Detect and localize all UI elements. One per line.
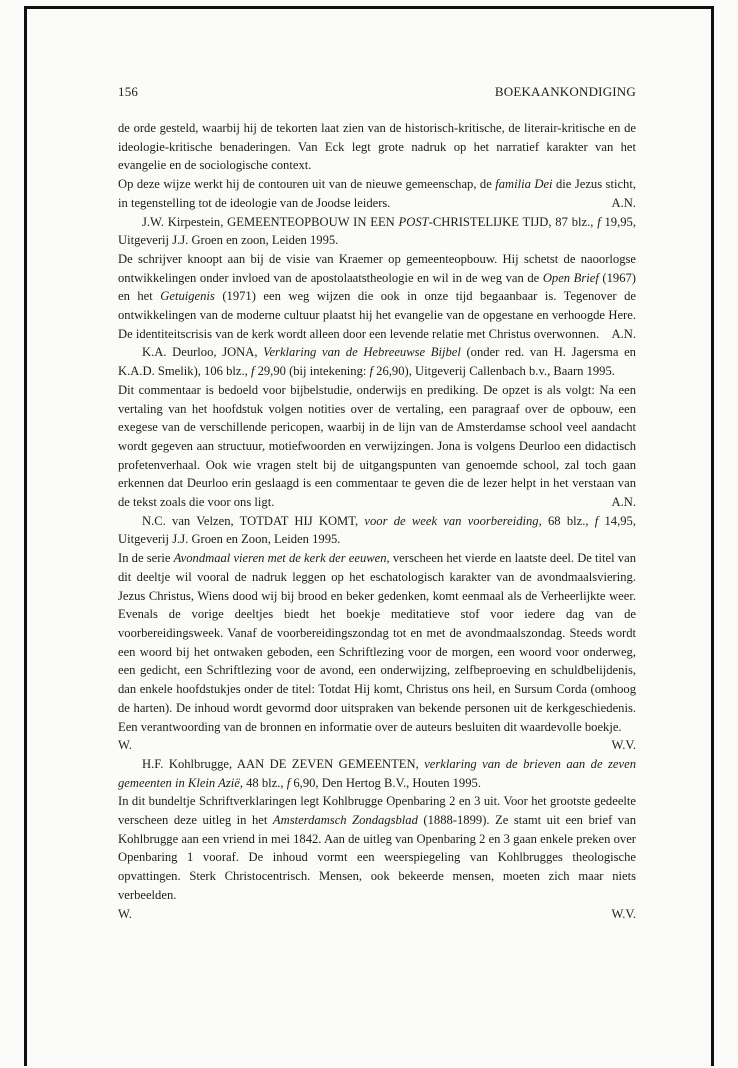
review-body: Dit commentaar is bedoeld voor bijbelstudie, onderwijs en prediking. De opzet is als volgt: Na een vertaling van het hoofdstuk volgen notities over de vertaling, een paragraaf over de opbouw, een exegese van de verschillende pericopen, waarbij in de lijn van de Amsterdamse school veel aandacht wordt gegeven aan structuur, motiefwoorden en verwijzingen. Jona is volgens Deurloo een didactisch profetenverhaal. Ook wie vragen stelt bij de uitgangspunten van genoemde school, zal toch gaan erkennen dat Deurloo erin geslaagd is een commentaar te geven die de lezer helpt in het verstaan van de tekst zoals die voor ons ligt. A.N. [118,381,636,512]
section-title: BOEKAANKONDIGING [494,84,636,99]
review-body: In de serie Avondmaal vieren met de kerk der eeuwen, verscheen het vierde en laatste deel. De titel van dit deeltje wil vooral de nadruk leggen op het eschatologisch karakter van de avondmaalsviering. Jezus Christus, Wiens dood wij bij brood en beker gedenken, komt eenmaal als de Verheerlijkte weer. Evenals de vorige deeltjes biedt het boekje meditatieve stof voor iedere dag van de voorbereidingsweek. Vanaf de voorbereidingszondag tot en met de avondmaalszondag. Steeds wordt een woord bij het ontwaken geboden, een Schriftlezing voor de morgen, een woord voor onderweg, een gedicht, een Schriftlezing voor de avond, een onderwijzing, zelfbeproeving en schuldbelijdenis, dan enkele hoofdstukjes onder de titel: Totdat Hij komt, Christus ons heil, en Sursum Corda (omhoog de harten). De inhoud wordt gevormd door uitspraken van bekende personen uit de kerkgeschiedenis. Een verantwoording van de bronnen en informatie over de auteurs besluiten dit waardevolle boekje. [118,551,636,734]
reviewer-initials: A.N. [611,495,636,510]
review-heading: H.F. Kohlbrugge, AAN DE ZEVEN GEMEENTEN, verklaring van de brieven aan de zeven gemeenten in Klein Azië, 48 blz., f 6,90, Den Hertog B.V., Houten 1995. [118,756,636,790]
paragraph: de orde gesteld, waarbij hij de tekorten laat zien van de historisch-kritische, de literair-kritische en de ideologie-kritische benaderingen. Van Eck legt grote nadruk op het narratief karakter van het evangelie en de sociologische context. [118,121,636,173]
page-body [118,119,636,923]
paragraph: Op deze wijze werkt hij de contouren uit van de nieuwe gemeenschap, de familia Dei die Jezus sticht, in tegenstelling tot de ideologie van de Joodse leiders. A.N. [118,175,636,212]
review-body: De schrijver knoopt aan bij de visie van Kraemer op gemeenteopbouw. Hij schetst de naoorlogse ontwikkelingen onder invloed van de apostolaatstheologie en wil in de weg van de Open Brief (1967) en het Getuigenis (1971) een weg wijzen die ook in onze tijd begaanbaar is. Tegenover de ontwikkelingen van de moderne cultuur plaatst hij het evangelie van de opgestane en verhoogde Here. De identiteitscrisis van de kerk wordt alleen door een levende relatie met Christus overwonnen. A.N. [118,250,636,344]
signature-row [118,736,636,755]
scan-border-right [711,6,714,1066]
review-heading: J.W. Kirpestein, GEMEENTEOPBOUW IN EEN POST-CHRISTELIJKE TIJD, 87 blz., f 19,95, Uitgeverij J.J. Groen en zoon, Leiden 1995. [118,214,636,248]
review-body: In dit bundeltje Schriftverklaringen legt Kohlbrugge Openbaring 2 en 3 uit. Voor het grootste gedeelte verscheen deze uitleg in het Amsterdamsch Zondagsblad (1888-1899). Ze stamt uit een brief van Kohlbrugge aan een vriend in mei 1842. Aan de uitleg van Openbaring 2 en 3 gaan enkele preken over Openbaring 1 vooraf. De inhoud vormt een weerspiegeling van Kohlbrugges theologische opvattingen. Sterk Christocentrisch. Mensen, ook bekeerde mensen, moeten zich maar niets verbeelden. [118,794,636,902]
signature-left: W. [118,906,132,921]
signature-row [118,905,636,924]
reviewer-initials: A.N. [611,326,636,341]
signature-right: W.V. [611,906,636,921]
reviewer-initials: A.N. [611,195,636,210]
running-header [118,84,636,100]
page-number: 156 [118,84,139,99]
review-heading: K.A. Deurloo, JONA, Verklaring van de Hebreeuwse Bijbel (onder red. van H. Jagersma en K.A.D. Smelik), 106 blz., f 29,90 (bij intekening: f 26,90), Uitgeverij Callenbach b.v., Baarn 1995. [118,345,636,379]
scan-border-top [24,6,714,9]
signature-right: W.V. [611,738,636,753]
review-heading: N.C. van Velzen, TOTDAT HIJ KOMT, voor de week van voorbereiding, 68 blz., f 14,95, Uitgeverij J.J. Groen en Zoon, Leiden 1995. [118,513,636,547]
scan-border-left [24,6,27,1066]
signature-left: W. [118,738,132,753]
